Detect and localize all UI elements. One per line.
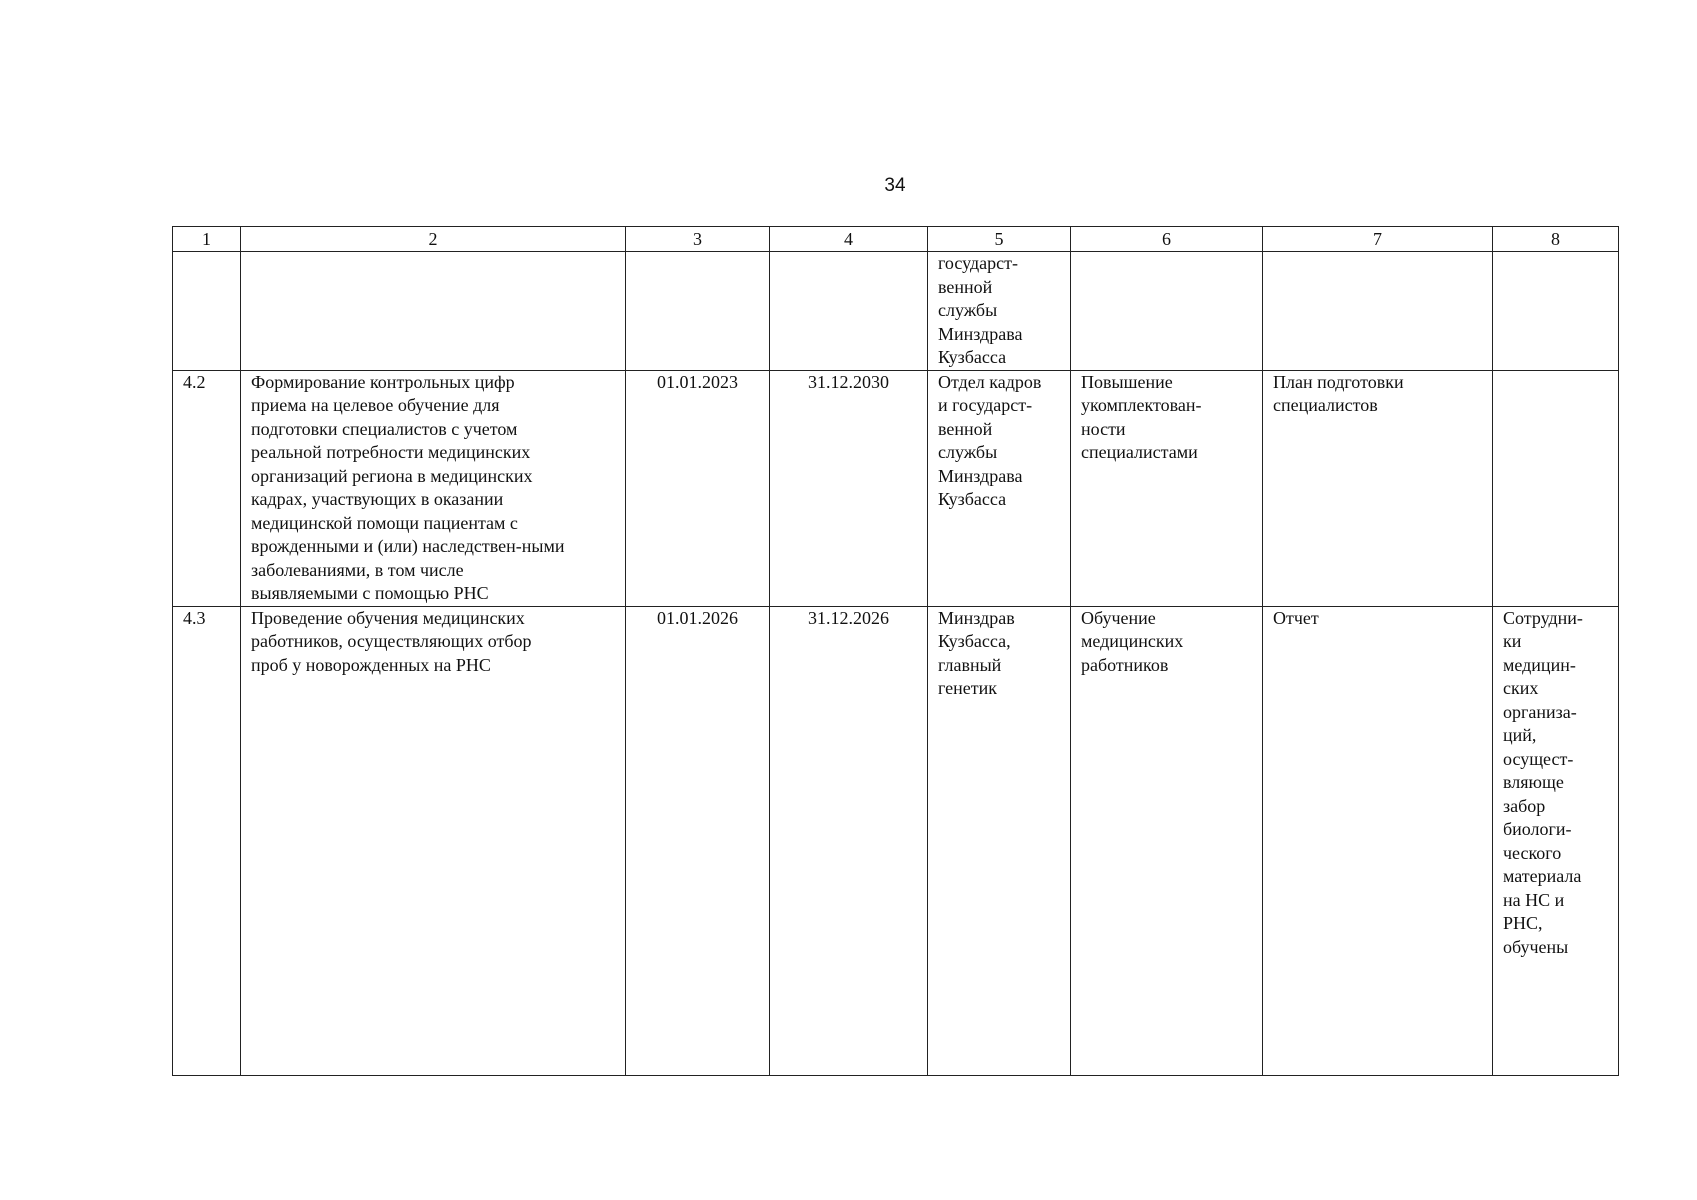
cell-indicator xyxy=(1493,370,1619,606)
cell-start-date xyxy=(626,252,770,371)
page-number: 34 xyxy=(884,175,906,196)
cell-document xyxy=(1263,252,1493,371)
cell-responsible: государст- венной службы Минздрава Кузбасса xyxy=(928,252,1071,371)
cell-activity: Формирование контрольных цифр приема на целевое обучение для подготовки специалистов с учетом реальной потребности медицинских организаций региона в медицинских кадрах, участвующих в оказании медицинской помощи пациентам с врожденными и (или) наследствен-ными заболеваниями, в том числе выявляемыми с помощью РНС xyxy=(241,370,626,606)
cell-indicator: Сотрудни- ки медицин- ских организа- ций, осущест- вляюще забор биологи- ческого материала на НС и РНС, обучены xyxy=(1493,606,1619,1075)
cell-end-date xyxy=(770,252,928,371)
cell-document: Отчет xyxy=(1263,606,1493,1075)
cell-num: 4.2 xyxy=(173,370,241,606)
column-header-2: 2 xyxy=(241,227,626,252)
column-header-5: 5 xyxy=(928,227,1071,252)
header-row xyxy=(173,227,1619,252)
table-row-4-2 xyxy=(173,370,1619,606)
cell-document: План подготовки специалистов xyxy=(1263,370,1493,606)
column-header-1: 1 xyxy=(173,227,241,252)
plan-table xyxy=(172,226,1619,1076)
cell-start-date: 01.01.2023 xyxy=(626,370,770,606)
cell-result xyxy=(1071,252,1263,371)
column-header-8: 8 xyxy=(1493,227,1619,252)
table-row-4-3 xyxy=(173,606,1619,1075)
cell-activity xyxy=(241,252,626,371)
cell-end-date: 31.12.2026 xyxy=(770,606,928,1075)
cell-start-date: 01.01.2026 xyxy=(626,606,770,1075)
cell-num: 4.3 xyxy=(173,606,241,1075)
cell-indicator xyxy=(1493,252,1619,371)
column-header-4: 4 xyxy=(770,227,928,252)
column-header-7: 7 xyxy=(1263,227,1493,252)
cell-result: Повышение укомплектован- ности специалистами xyxy=(1071,370,1263,606)
table-row-continuation xyxy=(173,252,1619,371)
column-header-3: 3 xyxy=(626,227,770,252)
cell-responsible: Отдел кадров и государст- венной службы Минздрава Кузбасса xyxy=(928,370,1071,606)
cell-activity: Проведение обучения медицинских работников, осуществляющих отбор проб у новорожденных на РНС xyxy=(241,606,626,1075)
column-header-6: 6 xyxy=(1071,227,1263,252)
cell-responsible: Минздрав Кузбасса, главный генетик xyxy=(928,606,1071,1075)
cell-end-date: 31.12.2030 xyxy=(770,370,928,606)
cell-result: Обучение медицинских работников xyxy=(1071,606,1263,1075)
cell-num xyxy=(173,252,241,371)
